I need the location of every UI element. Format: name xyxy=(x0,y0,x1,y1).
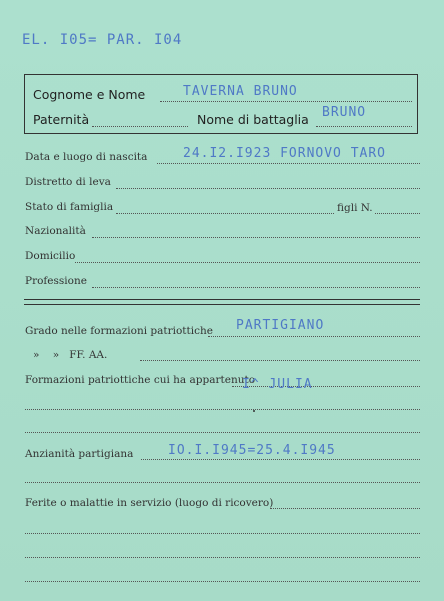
separator-line-bottom xyxy=(24,304,420,305)
ferite-line-2 xyxy=(25,533,420,534)
formazioni-value: I^ JULIA xyxy=(242,377,313,392)
ffaa-label: » » FF. AA. xyxy=(33,349,108,361)
ink-dot xyxy=(253,410,255,412)
anzianita-line xyxy=(141,459,420,460)
anzianita-label: Anzianità partigiana xyxy=(25,448,134,460)
stato-famiglia-label: Stato di famiglia xyxy=(25,201,114,213)
domicilio-line xyxy=(75,262,420,263)
formazioni-line-2 xyxy=(25,409,420,410)
paternita-label: Paternità xyxy=(33,112,90,127)
ferite-line xyxy=(270,508,420,509)
formazioni-line-3 xyxy=(25,432,420,433)
nazionalita-label: Nazionalità xyxy=(25,225,86,237)
cognome-value: TAVERNA BRUNO xyxy=(183,84,298,99)
formazioni-label: Formazioni patriottiche cui ha appartenuto xyxy=(25,374,256,386)
cognome-line xyxy=(160,101,412,102)
reference-number: EL. I05= PAR. I04 xyxy=(22,32,183,48)
nascita-line xyxy=(157,163,420,164)
ffaa-line xyxy=(140,360,420,361)
cognome-label: Cognome e Nome xyxy=(33,87,146,102)
domicilio-label: Domicilio xyxy=(25,250,76,262)
figli-line xyxy=(375,213,420,214)
professione-label: Professione xyxy=(25,275,87,287)
grado-value: PARTIGIANO xyxy=(236,318,325,333)
paternita-line xyxy=(92,126,188,127)
nascita-value: 24.I2.I923 FORNOVO TARO xyxy=(183,146,387,161)
nome-battaglia-label: Nome di battaglia xyxy=(197,112,309,127)
nome-battaglia-line xyxy=(316,126,412,127)
ferite-line-4 xyxy=(25,581,420,582)
anzianita-line-2 xyxy=(25,482,420,483)
grado-line xyxy=(208,336,420,337)
grado-label: Grado nelle formazioni patriottiche xyxy=(25,325,213,337)
ferite-line-3 xyxy=(25,557,420,558)
nome-battaglia-value: BRUNO xyxy=(322,105,367,120)
separator-line-top xyxy=(24,299,420,300)
nascita-label: Data e luogo di nascita xyxy=(25,151,148,163)
ferite-label: Ferite o malattie in servizio (luogo di ricovero) xyxy=(25,497,274,509)
figli-label: figli N. xyxy=(337,202,373,214)
distretto-label: Distretto di leva xyxy=(25,176,111,188)
distretto-line xyxy=(116,188,420,189)
anzianita-value: IO.I.I945=25.4.I945 xyxy=(168,443,336,458)
nazionalita-line xyxy=(92,237,420,238)
stato-famiglia-line xyxy=(116,213,334,214)
professione-line xyxy=(92,287,420,288)
